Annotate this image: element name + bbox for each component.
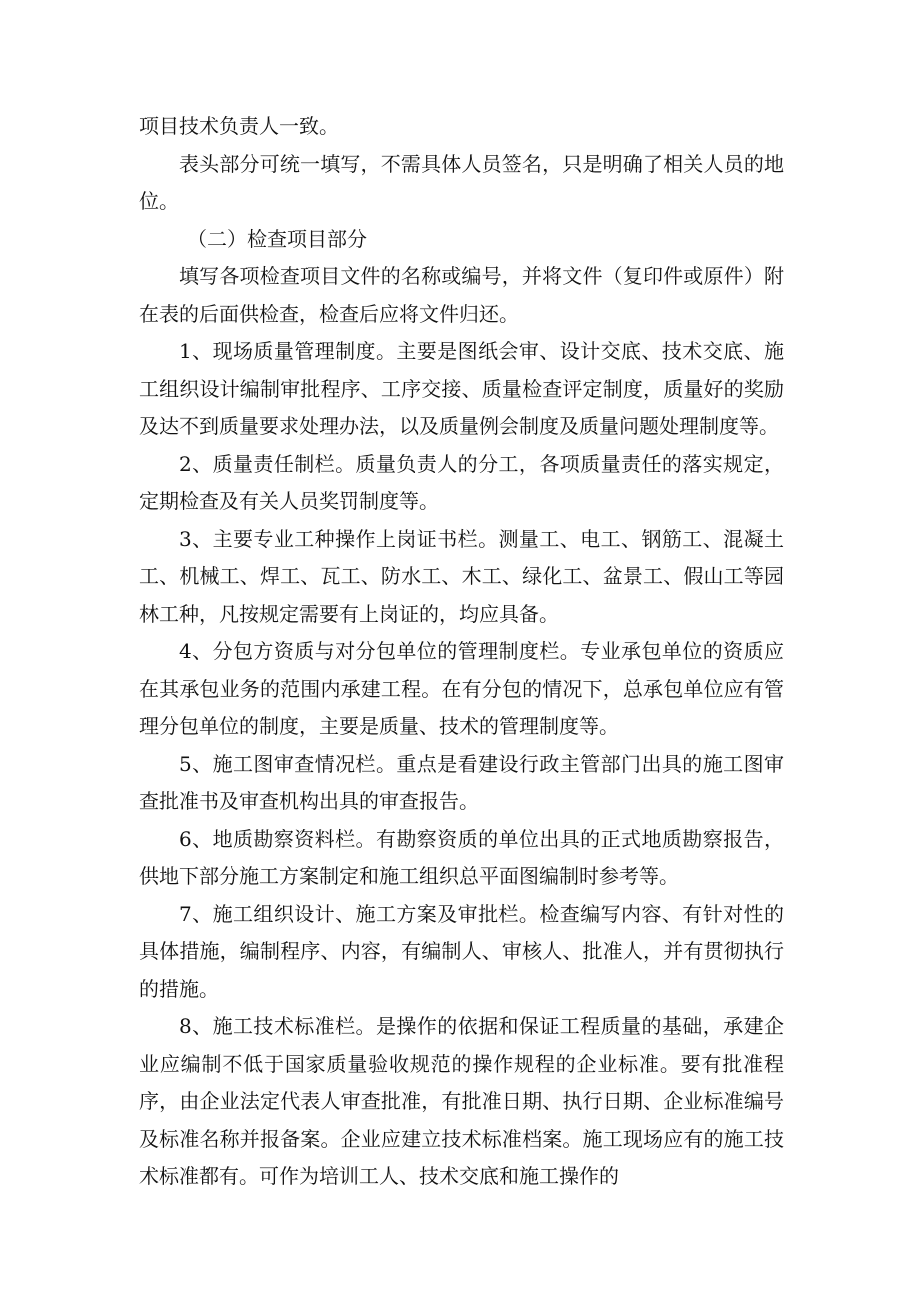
document-body [139,108,784,1196]
paragraph-fill-instructions: 填写各项检查项目文件的名称或编号，并将文件（复印件或原件）附在表的后面供检查，检查后应将文件归还。 [139,264,784,326]
paragraph-item-5: 5、施工图审查情况栏。重点是看建设行政主管部门出具的施工图审查批准书及审查机构出具的审查报告。 [139,751,784,813]
paragraph-item-2: 2、质量责任制栏。质量负责人的分工，各项质量责任的落实规定，定期检查及有关人员奖罚制度等。 [139,451,784,513]
paragraph-continuation: 项目技术负责人一致。 [139,114,339,138]
paragraph-item-4: 4、分包方资质与对分包单位的管理制度栏。专业承包单位的资质应在其承包业务的范围内承建工程。在有分包的情况下，总承包单位应有管理分包单位的制度，主要是质量、技术的管理制度等。 [139,639,784,738]
paragraph-item-6: 6、地质勘察资料栏。有勘察资质的单位出具的正式地质勘察报告，供地下部分施工方案制定和施工组织总平面图编制时参考等。 [139,826,784,888]
paragraph-item-8: 8、施工技术标准栏。是操作的依据和保证工程质量的基础，承建企业应编制不低于国家质量验收规范的操作规程的企业标准。要有批准程序，由企业法定代表人审查批准，有批准日期、执行日期、企业标准编号及标准名称并报备案。企业应建立技术标准档案。施工现场应有的施工技术标准都有。可作为培训工人、技术交底和施工操作的 [139,1014,784,1188]
paragraph-item-3: 3、主要专业工种操作上岗证书栏。测量工、电工、钢筋工、混凝土工、机械工、焊工、瓦工、防水工、木工、绿化工、盆景工、假山工等园林工种，凡按规定需要有上岗证的，均应具备。 [139,526,784,626]
section-heading-inspection-items: （二）检查项目部分 [187,226,367,251]
paragraph-header-note: 表头部分可统一填写，不需具体人员签名，只是明确了相关人员的地位。 [139,151,784,213]
paragraph-item-1: 1、现场质量管理制度。主要是图纸会审、设计交底、技术交底、施工组织设计编制审批程序、工序交接、质量检查评定制度，质量好的奖励及达不到质量要求处理办法，以及质量例会制度及质量问题处理制度等。 [139,339,784,438]
paragraph-item-7: 7、施工组织设计、施工方案及审批栏。检查编写内容、有针对性的具体措施，编制程序、内容，有编制人、审核人、批准人，并有贯彻执行的措施。 [139,901,784,1001]
